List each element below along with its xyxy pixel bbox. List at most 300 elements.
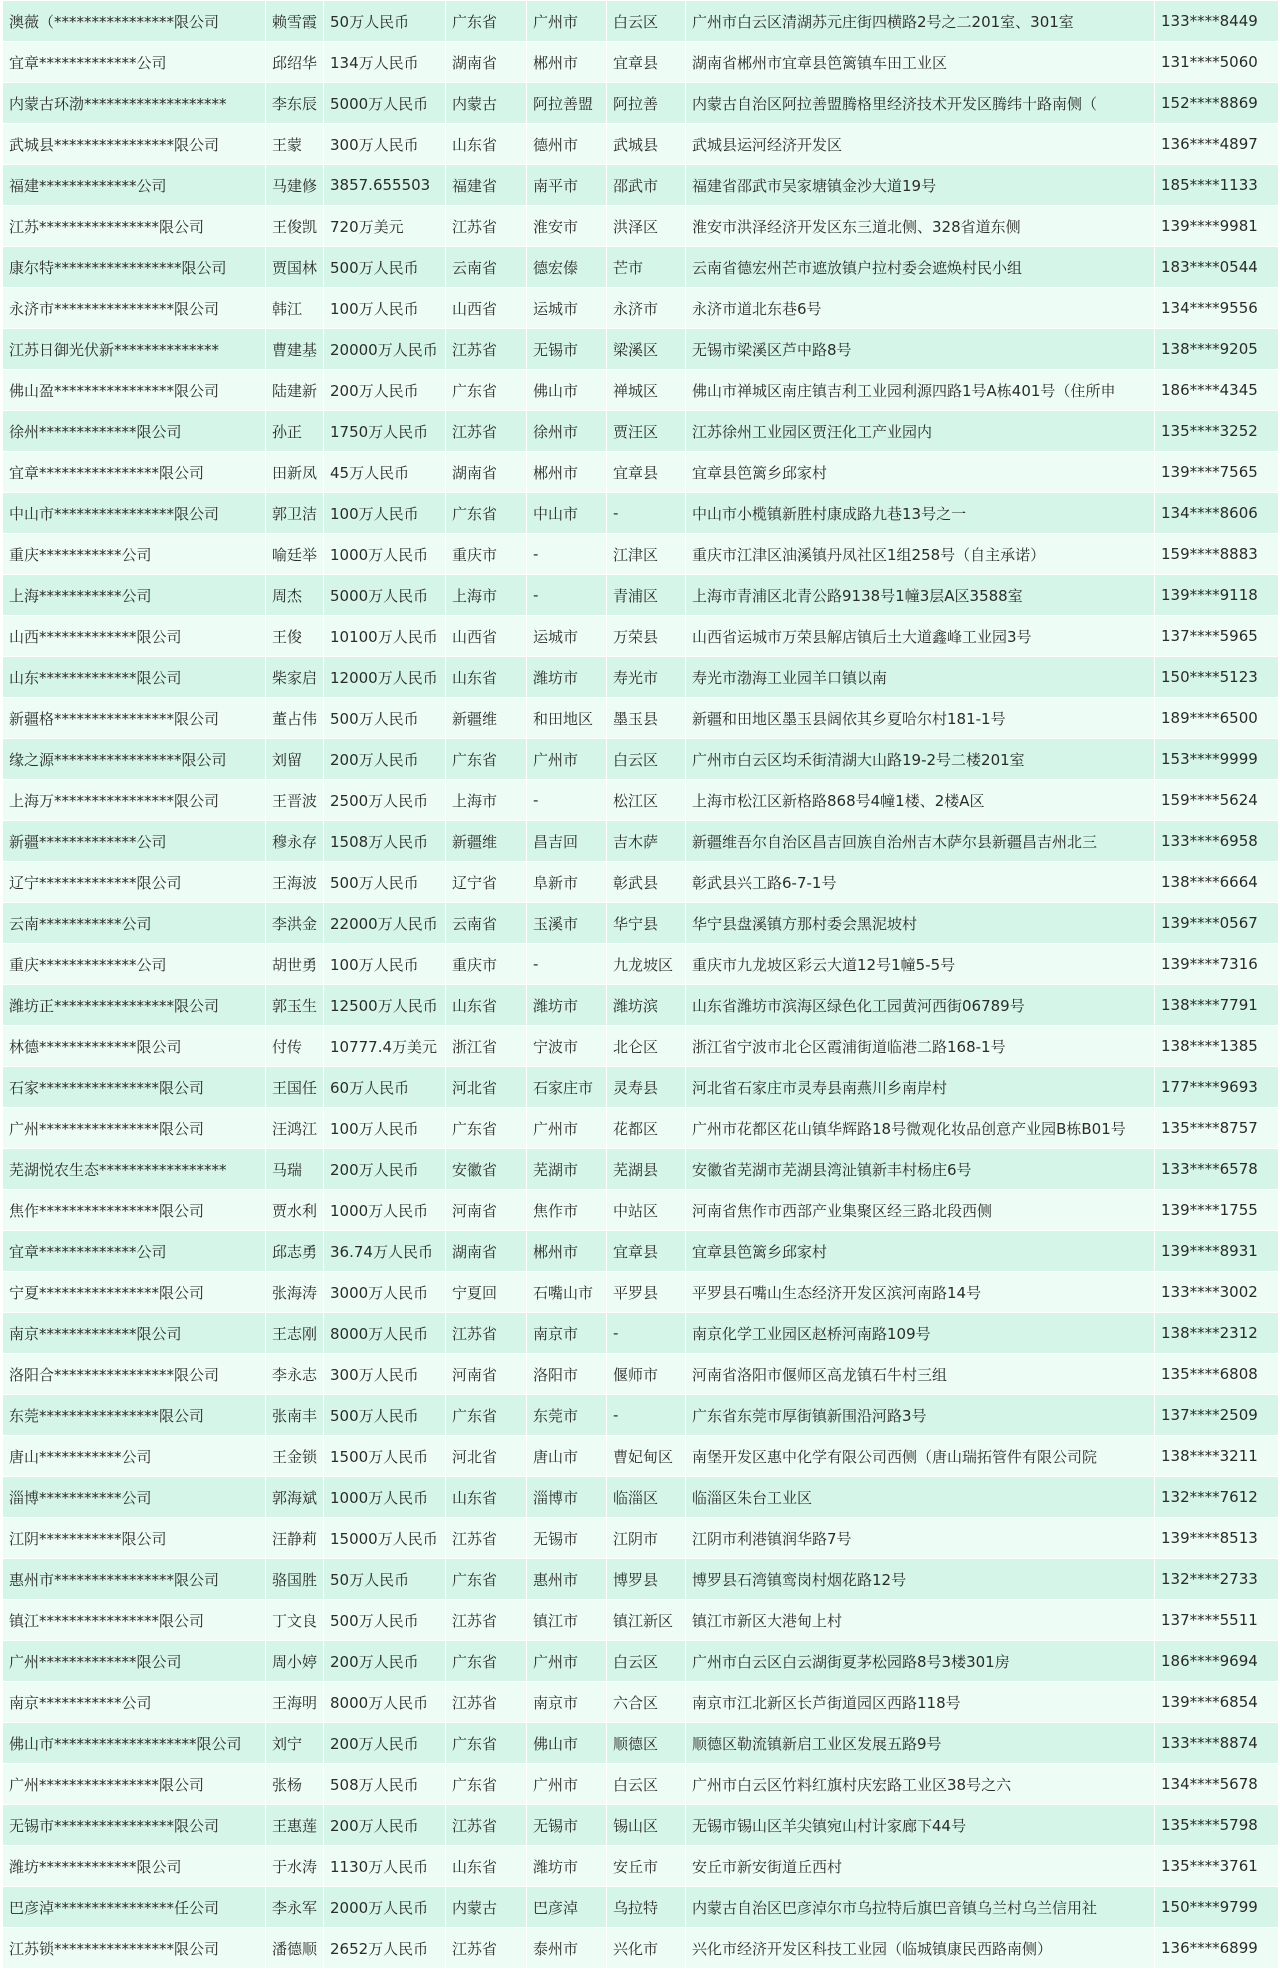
province-cell: 江苏省: [446, 411, 527, 452]
province-cell: 江苏省: [446, 1600, 527, 1641]
city-cell: 昌吉回: [527, 821, 607, 862]
province-cell: 江苏省: [446, 1518, 527, 1559]
table-row: [3, 165, 1279, 206]
province-cell: 福建省: [446, 165, 527, 206]
address-cell: 上海市松江区新格路868号4幢1楼、2楼A区: [686, 780, 1155, 821]
phone-cell: 132****7612: [1155, 1477, 1279, 1518]
company-name-cell: 林德*************限公司: [3, 1026, 266, 1067]
registered-capital-cell: 36.74万人民币: [324, 1231, 446, 1272]
company-name-cell: 内蒙古环渤*******************: [3, 83, 266, 124]
address-cell: 山东省潍坊市滨海区绿色化工园黄河西街06789号: [686, 985, 1155, 1026]
legal-person-cell: 王俊凯: [266, 206, 324, 247]
registered-capital-cell: 15000万人民币: [324, 1518, 446, 1559]
phone-cell: 132****2733: [1155, 1559, 1279, 1600]
registered-capital-cell: 500万人民币: [324, 247, 446, 288]
company-name-cell: 佛山市*******************限公司: [3, 1723, 266, 1764]
registered-capital-cell: 500万人民币: [324, 1600, 446, 1641]
province-cell: 内蒙古: [446, 1887, 527, 1928]
company-name-cell: 广州****************限公司: [3, 1764, 266, 1805]
phone-cell: 139****9981: [1155, 206, 1279, 247]
company-name-cell: 新疆*************公司: [3, 821, 266, 862]
address-cell: 临淄区朱台工业区: [686, 1477, 1155, 1518]
district-cell: 白云区: [607, 739, 686, 780]
legal-person-cell: 王金锁: [266, 1436, 324, 1477]
company-name-cell: 广州****************限公司: [3, 1108, 266, 1149]
district-cell: 阿拉善: [607, 83, 686, 124]
district-cell: 平罗县: [607, 1272, 686, 1313]
registered-capital-cell: 100万人民币: [324, 493, 446, 534]
district-cell: -: [607, 493, 686, 534]
registered-capital-cell: 2000万人民币: [324, 1887, 446, 1928]
province-cell: 广东省: [446, 1723, 527, 1764]
registered-capital-cell: 500万人民币: [324, 862, 446, 903]
address-cell: 河北省石家庄市灵寿县南燕川乡南岸村: [686, 1067, 1155, 1108]
district-cell: 博罗县: [607, 1559, 686, 1600]
city-cell: 无锡市: [527, 329, 607, 370]
legal-person-cell: 贾水利: [266, 1190, 324, 1231]
city-cell: 潍坊市: [527, 657, 607, 698]
registered-capital-cell: 100万人民币: [324, 288, 446, 329]
phone-cell: 139****7565: [1155, 452, 1279, 493]
province-cell: 山东省: [446, 985, 527, 1026]
district-cell: 江阴市: [607, 1518, 686, 1559]
legal-person-cell: 付传: [266, 1026, 324, 1067]
city-cell: 泰州市: [527, 1928, 607, 1969]
table-row: [3, 42, 1279, 83]
address-cell: 上海市青浦区北青公路9138号1幢3层A区3588室: [686, 575, 1155, 616]
phone-cell: 136****4897: [1155, 124, 1279, 165]
city-cell: 东莞市: [527, 1395, 607, 1436]
company-name-cell: 焦作****************限公司: [3, 1190, 266, 1231]
province-cell: 上海市: [446, 575, 527, 616]
legal-person-cell: 周杰: [266, 575, 324, 616]
table-row: [3, 616, 1279, 657]
table-row: [3, 1682, 1279, 1723]
address-cell: 云南省德宏州芒市遮放镇户拉村委会遮焕村民小组: [686, 247, 1155, 288]
table-row: [3, 124, 1279, 165]
table-row: [3, 1805, 1279, 1846]
phone-cell: 137****2509: [1155, 1395, 1279, 1436]
province-cell: 湖南省: [446, 1231, 527, 1272]
city-cell: 宁波市: [527, 1026, 607, 1067]
company-name-cell: 江苏锁****************限公司: [3, 1928, 266, 1969]
address-cell: 南堡开发区惠中化学有限公司西侧（唐山瑞拓管件有限公司院: [686, 1436, 1155, 1477]
address-cell: 河南省洛阳市偃师区高龙镇石牛村三组: [686, 1354, 1155, 1395]
phone-cell: 138****6664: [1155, 862, 1279, 903]
address-cell: 山西省运城市万荣县解店镇后土大道鑫峰工业园3号: [686, 616, 1155, 657]
district-cell: 芒市: [607, 247, 686, 288]
legal-person-cell: 骆国胜: [266, 1559, 324, 1600]
table-row: [3, 1764, 1279, 1805]
legal-person-cell: 王惠莲: [266, 1805, 324, 1846]
registered-capital-cell: 2652万人民币: [324, 1928, 446, 1969]
registered-capital-cell: 200万人民币: [324, 1149, 446, 1190]
legal-person-cell: 李洪金: [266, 903, 324, 944]
registered-capital-cell: 20000万人民币: [324, 329, 446, 370]
city-cell: 无锡市: [527, 1518, 607, 1559]
phone-cell: 135****6808: [1155, 1354, 1279, 1395]
legal-person-cell: 周小婷: [266, 1641, 324, 1682]
company-name-cell: 淄博***********公司: [3, 1477, 266, 1518]
city-cell: 潍坊市: [527, 985, 607, 1026]
address-cell: 无锡市锡山区羊尖镇宛山村计家廊下44号: [686, 1805, 1155, 1846]
district-cell: 万荣县: [607, 616, 686, 657]
company-name-cell: 洛阳合****************限公司: [3, 1354, 266, 1395]
registered-capital-cell: 500万人民币: [324, 698, 446, 739]
company-name-cell: 上海***********公司: [3, 575, 266, 616]
city-cell: 洛阳市: [527, 1354, 607, 1395]
address-cell: 顺德区勒流镇新启工业区发展五路9号: [686, 1723, 1155, 1764]
company-name-cell: 宜章****************限公司: [3, 452, 266, 493]
address-cell: 重庆市江津区油溪镇丹凤社区1组258号（自主承诺）: [686, 534, 1155, 575]
city-cell: 广州市: [527, 1108, 607, 1149]
legal-person-cell: 郭卫洁: [266, 493, 324, 534]
table-row: [3, 1231, 1279, 1272]
phone-cell: 133****6958: [1155, 821, 1279, 862]
phone-cell: 186****4345: [1155, 370, 1279, 411]
address-cell: 湖南省郴州市宜章县笆篱镇车田工业区: [686, 42, 1155, 83]
phone-cell: 185****1133: [1155, 165, 1279, 206]
district-cell: 乌拉特: [607, 1887, 686, 1928]
city-cell: -: [527, 575, 607, 616]
registered-capital-cell: 12500万人民币: [324, 985, 446, 1026]
table-row: [3, 1928, 1279, 1969]
phone-cell: 137****5511: [1155, 1600, 1279, 1641]
registered-capital-cell: 134万人民币: [324, 42, 446, 83]
address-cell: 宜章县笆篱乡邱家村: [686, 1231, 1155, 1272]
address-cell: 镇江市新区大港甸上村: [686, 1600, 1155, 1641]
province-cell: 内蒙古: [446, 83, 527, 124]
legal-person-cell: 张海涛: [266, 1272, 324, 1313]
phone-cell: 134****9556: [1155, 288, 1279, 329]
district-cell: 松江区: [607, 780, 686, 821]
address-cell: 安丘市新安街道丘西村: [686, 1846, 1155, 1887]
district-cell: 邵武市: [607, 165, 686, 206]
table-row: [3, 1395, 1279, 1436]
registered-capital-cell: 200万人民币: [324, 1805, 446, 1846]
company-name-cell: 澳薇（****************限公司: [3, 1, 266, 42]
legal-person-cell: 李永军: [266, 1887, 324, 1928]
company-name-cell: 武城县****************限公司: [3, 124, 266, 165]
district-cell: 华宁县: [607, 903, 686, 944]
district-cell: 宜章县: [607, 452, 686, 493]
phone-cell: 138****3211: [1155, 1436, 1279, 1477]
company-name-cell: 辽宁*************限公司: [3, 862, 266, 903]
legal-person-cell: 王海波: [266, 862, 324, 903]
registered-capital-cell: 1508万人民币: [324, 821, 446, 862]
table-row: [3, 1190, 1279, 1231]
table-row: [3, 452, 1279, 493]
table-row: [3, 739, 1279, 780]
city-cell: 广州市: [527, 739, 607, 780]
registered-capital-cell: 720万美元: [324, 206, 446, 247]
district-cell: 宜章县: [607, 1231, 686, 1272]
address-cell: 江阴市利港镇润华路7号: [686, 1518, 1155, 1559]
province-cell: 广东省: [446, 1764, 527, 1805]
province-cell: 云南省: [446, 903, 527, 944]
phone-cell: 138****1385: [1155, 1026, 1279, 1067]
table-row: [3, 1436, 1279, 1477]
company-table: [2, 0, 1279, 1969]
legal-person-cell: 王晋波: [266, 780, 324, 821]
district-cell: 偃师市: [607, 1354, 686, 1395]
table-row: [3, 1026, 1279, 1067]
table-row: [3, 493, 1279, 534]
phone-cell: 133****3002: [1155, 1272, 1279, 1313]
province-cell: 山西省: [446, 288, 527, 329]
city-cell: 佛山市: [527, 370, 607, 411]
province-cell: 河北省: [446, 1067, 527, 1108]
city-cell: 潍坊市: [527, 1846, 607, 1887]
province-cell: 广东省: [446, 1641, 527, 1682]
registered-capital-cell: 100万人民币: [324, 944, 446, 985]
address-cell: 兴化市经济开发区科技工业园（临城镇康民西路南侧）: [686, 1928, 1155, 1969]
company-name-cell: 南京***********公司: [3, 1682, 266, 1723]
table-row: [3, 1600, 1279, 1641]
province-cell: 河北省: [446, 1436, 527, 1477]
table-row: [3, 534, 1279, 575]
table-row: [3, 821, 1279, 862]
phone-cell: 133****6578: [1155, 1149, 1279, 1190]
city-cell: 玉溪市: [527, 903, 607, 944]
district-cell: 六合区: [607, 1682, 686, 1723]
company-name-cell: 宜章*************公司: [3, 42, 266, 83]
address-cell: 广州市白云区竹料红旗村庆宏路工业区38号之六: [686, 1764, 1155, 1805]
legal-person-cell: 邱绍华: [266, 42, 324, 83]
legal-person-cell: 于水涛: [266, 1846, 324, 1887]
district-cell: 彰武县: [607, 862, 686, 903]
phone-cell: 177****9693: [1155, 1067, 1279, 1108]
phone-cell: 133****8449: [1155, 1, 1279, 42]
phone-cell: 159****8883: [1155, 534, 1279, 575]
phone-cell: 150****9799: [1155, 1887, 1279, 1928]
phone-cell: 183****0544: [1155, 247, 1279, 288]
province-cell: 山东省: [446, 1477, 527, 1518]
city-cell: 郴州市: [527, 452, 607, 493]
phone-cell: 150****5123: [1155, 657, 1279, 698]
address-cell: 寿光市渤海工业园羊口镇以南: [686, 657, 1155, 698]
phone-cell: 135****5798: [1155, 1805, 1279, 1846]
district-cell: 梁溪区: [607, 329, 686, 370]
province-cell: 广东省: [446, 493, 527, 534]
province-cell: 广东省: [446, 1559, 527, 1600]
city-cell: 淄博市: [527, 1477, 607, 1518]
registered-capital-cell: 1000万人民币: [324, 1190, 446, 1231]
address-cell: 内蒙古自治区阿拉善盟腾格里经济技术开发区腾纬十路南侧（: [686, 83, 1155, 124]
address-cell: 河南省焦作市西部产业集聚区经三路北段西侧: [686, 1190, 1155, 1231]
table-row: [3, 288, 1279, 329]
address-cell: 中山市小榄镇新胜村康成路九巷13号之一: [686, 493, 1155, 534]
legal-person-cell: 刘留: [266, 739, 324, 780]
legal-person-cell: 王志刚: [266, 1313, 324, 1354]
registered-capital-cell: 1000万人民币: [324, 534, 446, 575]
table-row: [3, 1272, 1279, 1313]
table-row: [3, 1, 1279, 42]
province-cell: 河南省: [446, 1354, 527, 1395]
table-row: [3, 1067, 1279, 1108]
address-cell: 彰武县兴工路6-7-1号: [686, 862, 1155, 903]
address-cell: 南京市江北新区长芦街道园区西路118号: [686, 1682, 1155, 1723]
address-cell: 新疆和田地区墨玉县阔依其乡夏哈尔村181-1号: [686, 698, 1155, 739]
phone-cell: 134****8606: [1155, 493, 1279, 534]
table-row: [3, 780, 1279, 821]
phone-cell: 153****9999: [1155, 739, 1279, 780]
district-cell: 锡山区: [607, 1805, 686, 1846]
city-cell: 惠州市: [527, 1559, 607, 1600]
legal-person-cell: 王国任: [266, 1067, 324, 1108]
address-cell: 淮安市洪泽经济开发区东三道北侧、328省道东侧: [686, 206, 1155, 247]
address-cell: 新疆维吾尔自治区昌吉回族自治州吉木萨尔县新疆昌吉州北三: [686, 821, 1155, 862]
table-row: [3, 698, 1279, 739]
registered-capital-cell: 2500万人民币: [324, 780, 446, 821]
table-row: [3, 1149, 1279, 1190]
company-name-cell: 永济市****************限公司: [3, 288, 266, 329]
registered-capital-cell: 12000万人民币: [324, 657, 446, 698]
city-cell: 运城市: [527, 616, 607, 657]
address-cell: 武城县运河经济开发区: [686, 124, 1155, 165]
company-name-cell: 佛山盈****************限公司: [3, 370, 266, 411]
table-row: [3, 1313, 1279, 1354]
legal-person-cell: 喻廷举: [266, 534, 324, 575]
city-cell: 和田地区: [527, 698, 607, 739]
legal-person-cell: 张南丰: [266, 1395, 324, 1436]
table-row: [3, 1354, 1279, 1395]
phone-cell: 139****8931: [1155, 1231, 1279, 1272]
address-cell: 浙江省宁波市北仑区霞浦街道临港二路168-1号: [686, 1026, 1155, 1067]
company-name-cell: 镇江****************限公司: [3, 1600, 266, 1641]
province-cell: 云南省: [446, 247, 527, 288]
district-cell: 青浦区: [607, 575, 686, 616]
company-name-cell: 宁夏****************限公司: [3, 1272, 266, 1313]
district-cell: 镇江新区: [607, 1600, 686, 1641]
city-cell: 南平市: [527, 165, 607, 206]
table-body: [3, 1, 1279, 1969]
district-cell: 曹妃甸区: [607, 1436, 686, 1477]
city-cell: -: [527, 780, 607, 821]
city-cell: 石家庄市: [527, 1067, 607, 1108]
registered-capital-cell: 200万人民币: [324, 1723, 446, 1764]
city-cell: 徐州市: [527, 411, 607, 452]
district-cell: 潍坊滨: [607, 985, 686, 1026]
company-name-cell: 缘之源*****************限公司: [3, 739, 266, 780]
company-name-cell: 上海万****************限公司: [3, 780, 266, 821]
legal-person-cell: 陆建新: [266, 370, 324, 411]
phone-cell: 139****9118: [1155, 575, 1279, 616]
city-cell: 郴州市: [527, 1231, 607, 1272]
company-name-cell: 山西*************限公司: [3, 616, 266, 657]
phone-cell: 131****5060: [1155, 42, 1279, 83]
legal-person-cell: 韩江: [266, 288, 324, 329]
province-cell: 江苏省: [446, 1682, 527, 1723]
company-name-cell: 潍坊*************限公司: [3, 1846, 266, 1887]
legal-person-cell: 穆永存: [266, 821, 324, 862]
province-cell: 河南省: [446, 1190, 527, 1231]
company-name-cell: 江苏****************限公司: [3, 206, 266, 247]
registered-capital-cell: 45万人民币: [324, 452, 446, 493]
address-cell: 广州市花都区花山镇华辉路18号微观化妆品创意产业园B栋B01号: [686, 1108, 1155, 1149]
company-name-cell: 山东*************限公司: [3, 657, 266, 698]
province-cell: 广东省: [446, 1, 527, 42]
province-cell: 重庆市: [446, 534, 527, 575]
registered-capital-cell: 1130万人民币: [324, 1846, 446, 1887]
legal-person-cell: 丁文良: [266, 1600, 324, 1641]
legal-person-cell: 张杨: [266, 1764, 324, 1805]
address-cell: 重庆市九龙坡区彩云大道12号1幢5-5号: [686, 944, 1155, 985]
address-cell: 广州市白云区清湖苏元庄街四横路2号之二201室、301室: [686, 1, 1155, 42]
district-cell: -: [607, 1395, 686, 1436]
city-cell: 运城市: [527, 288, 607, 329]
table-row: [3, 657, 1279, 698]
company-name-cell: 徐州*************限公司: [3, 411, 266, 452]
phone-cell: 135****3761: [1155, 1846, 1279, 1887]
table-row: [3, 1846, 1279, 1887]
city-cell: 巴彦淖: [527, 1887, 607, 1928]
district-cell: 北仑区: [607, 1026, 686, 1067]
province-cell: 广东省: [446, 370, 527, 411]
legal-person-cell: 孙正: [266, 411, 324, 452]
registered-capital-cell: 200万人民币: [324, 1641, 446, 1682]
registered-capital-cell: 200万人民币: [324, 370, 446, 411]
province-cell: 广东省: [446, 1108, 527, 1149]
registered-capital-cell: 22000万人民币: [324, 903, 446, 944]
registered-capital-cell: 3000万人民币: [324, 1272, 446, 1313]
city-cell: 郴州市: [527, 42, 607, 83]
phone-cell: 135****8757: [1155, 1108, 1279, 1149]
registered-capital-cell: 508万人民币: [324, 1764, 446, 1805]
table-row: [3, 83, 1279, 124]
province-cell: 广东省: [446, 1395, 527, 1436]
legal-person-cell: 柴家启: [266, 657, 324, 698]
phone-cell: 139****8513: [1155, 1518, 1279, 1559]
city-cell: -: [527, 944, 607, 985]
company-name-cell: 广州*************限公司: [3, 1641, 266, 1682]
city-cell: 阿拉善盟: [527, 83, 607, 124]
registered-capital-cell: 50万人民币: [324, 1, 446, 42]
phone-cell: 138****7791: [1155, 985, 1279, 1026]
phone-cell: 138****9205: [1155, 329, 1279, 370]
legal-person-cell: 贾国林: [266, 247, 324, 288]
district-cell: 永济市: [607, 288, 686, 329]
district-cell: -: [607, 1313, 686, 1354]
registered-capital-cell: 300万人民币: [324, 124, 446, 165]
phone-cell: 134****5678: [1155, 1764, 1279, 1805]
registered-capital-cell: 60万人民币: [324, 1067, 446, 1108]
company-name-cell: 巴彦淖****************任公司: [3, 1887, 266, 1928]
legal-person-cell: 汪静莉: [266, 1518, 324, 1559]
city-cell: 广州市: [527, 1641, 607, 1682]
registered-capital-cell: 5000万人民币: [324, 575, 446, 616]
company-name-cell: 潍坊正****************限公司: [3, 985, 266, 1026]
table-row: [3, 1723, 1279, 1764]
table-row: [3, 944, 1279, 985]
company-name-cell: 康尔特*****************限公司: [3, 247, 266, 288]
phone-cell: 189****6500: [1155, 698, 1279, 739]
company-name-cell: 中山市****************限公司: [3, 493, 266, 534]
city-cell: -: [527, 534, 607, 575]
province-cell: 山东省: [446, 124, 527, 165]
province-cell: 江苏省: [446, 1313, 527, 1354]
company-name-cell: 无锡市****************限公司: [3, 1805, 266, 1846]
city-cell: 德宏傣: [527, 247, 607, 288]
legal-person-cell: 邱志勇: [266, 1231, 324, 1272]
address-cell: 广州市白云区均禾街清湖大山路19-2号二楼201室: [686, 739, 1155, 780]
province-cell: 湖南省: [446, 42, 527, 83]
table-row: [3, 575, 1279, 616]
phone-cell: 137****5965: [1155, 616, 1279, 657]
legal-person-cell: 赖雪霞: [266, 1, 324, 42]
address-cell: 宜章县笆篱乡邱家村: [686, 452, 1155, 493]
table-row: [3, 206, 1279, 247]
